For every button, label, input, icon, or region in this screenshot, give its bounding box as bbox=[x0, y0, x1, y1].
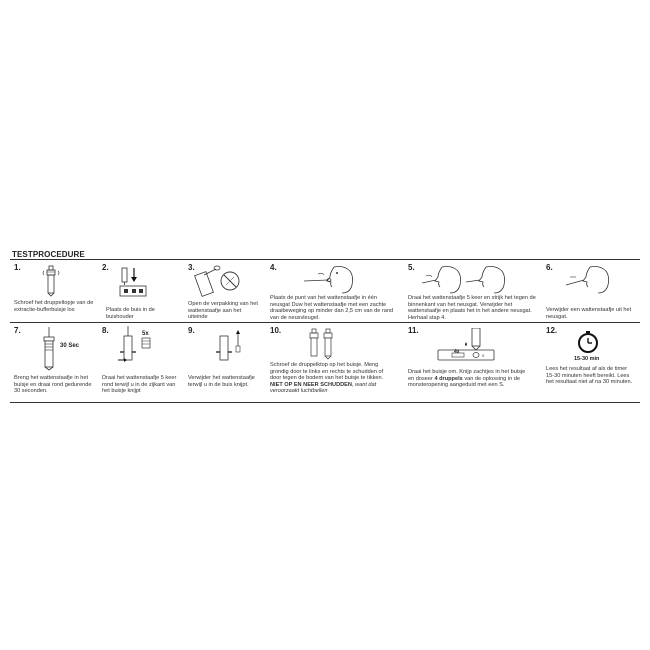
step-number: 4. bbox=[270, 263, 277, 272]
bottom-rule bbox=[10, 402, 640, 403]
drop-count-emphasis: 4 druppels bbox=[434, 375, 463, 382]
step-9 bbox=[186, 324, 266, 400]
swab-package-icon bbox=[194, 263, 240, 299]
sample-well-label: S bbox=[482, 354, 485, 358]
step-instruction: Breng het wattenstaafje in het buisje en draai rond gedurende 30 seconden. bbox=[14, 375, 92, 395]
step-11 bbox=[406, 324, 542, 400]
drop-count-label: 4x bbox=[454, 349, 460, 355]
step-6 bbox=[544, 261, 640, 321]
step-instruction bbox=[270, 362, 394, 395]
buffer-tube-cap-icon bbox=[42, 265, 60, 297]
step-2 bbox=[100, 261, 184, 321]
shake-warning: NIET OP EN NEER SCHUDDEN bbox=[270, 381, 352, 388]
step-number: 2. bbox=[102, 263, 109, 272]
mixing-instruction: Schroef de druppelktop op het buisje. Meng grondig door te links en rechts te schudden of door tegen de bodem van het buisje te tikken. bbox=[270, 362, 384, 382]
duration-label: 30 Sec bbox=[60, 343, 80, 349]
swab-in-tube-icon bbox=[40, 327, 60, 371]
step-instruction: Draai het wattenstaafje 5 keer en strijk het tegen de binnenkant van het neusgat. Verwijder het wattenstaafje en plaats het in het andere neusgat. Herhaal stap 4. bbox=[408, 295, 536, 321]
test-cassette-drops-icon bbox=[434, 328, 498, 362]
step-12 bbox=[544, 324, 640, 400]
step-number: 3. bbox=[188, 263, 195, 272]
timer-icon bbox=[576, 330, 600, 354]
step-number: 10. bbox=[270, 326, 282, 335]
top-rule bbox=[10, 259, 640, 260]
squeeze-tube-icon bbox=[116, 326, 156, 370]
tube-holder-icon bbox=[118, 264, 150, 298]
step-10 bbox=[268, 324, 404, 400]
dose-instruction: Draai het buisje om. Knijp zachtjes in het buisje en doseer bbox=[408, 369, 526, 382]
nose-swab-rotate-icon bbox=[418, 263, 510, 295]
dropper-cap-icon bbox=[308, 327, 336, 361]
step-number: 12. bbox=[546, 326, 558, 335]
step-3 bbox=[186, 261, 266, 321]
step-number: 11. bbox=[408, 326, 419, 335]
step-8 bbox=[100, 324, 184, 400]
repeat-count-label: 5x bbox=[142, 331, 149, 337]
step-instruction bbox=[408, 369, 532, 389]
step-number: 5. bbox=[408, 263, 415, 272]
step-instruction: Lees het resultaat af als de timer 15-30 minuten heeft bereikt. Lees het resultaat niet af na 30 minuten. bbox=[546, 366, 633, 386]
step-instruction: Verwijder het wattenstaafje terwijl u in de buis knijpt. bbox=[188, 375, 255, 388]
step-5 bbox=[406, 261, 542, 321]
step-instruction: Open de verpakking van het wattenstaafje aan het uiteinde bbox=[188, 301, 258, 321]
step-1 bbox=[12, 261, 98, 321]
bubble-warning: , want dat veroorzaakt luchtbellen bbox=[270, 381, 377, 395]
dose-instruction-end: van de oplossing in de monsteropening aangeduid met een S. bbox=[408, 375, 520, 389]
wait-time-label: 15-30 min bbox=[574, 356, 600, 362]
step-instruction: Plaats de buis in de buishouder bbox=[106, 307, 155, 320]
remove-swab-icon bbox=[206, 328, 246, 368]
middle-rule bbox=[10, 322, 640, 323]
step-instruction: Draai het wattenstaafje 5 keer rond terwijl u in de zijkant van het buisje knijpt bbox=[102, 375, 177, 395]
step-instruction: Verwijder een wattenstaafje uit het neusgat. bbox=[546, 307, 632, 320]
step-number: 8. bbox=[102, 326, 109, 335]
step-number: 9. bbox=[188, 326, 195, 335]
step-number: 6. bbox=[546, 263, 553, 272]
step-instruction: Schroef het druppeltopje van de extractie-bufferbuisje los bbox=[14, 300, 94, 313]
step-7 bbox=[12, 324, 98, 400]
swab-removal-icon bbox=[564, 263, 610, 295]
step-number: 1. bbox=[14, 263, 21, 272]
step-number: 7. bbox=[14, 326, 21, 335]
procedure-title: TESTPROCEDURE bbox=[12, 250, 85, 259]
step-instruction: Plaats de punt van het wattenstaafje in één neusgat Duw het wattenstaafje met een zachte draaibeweging op minder dan 2,5 cm van de rand van de neusvleugel. bbox=[270, 295, 394, 321]
nose-swab-icon bbox=[294, 263, 364, 295]
step-4 bbox=[268, 261, 404, 321]
